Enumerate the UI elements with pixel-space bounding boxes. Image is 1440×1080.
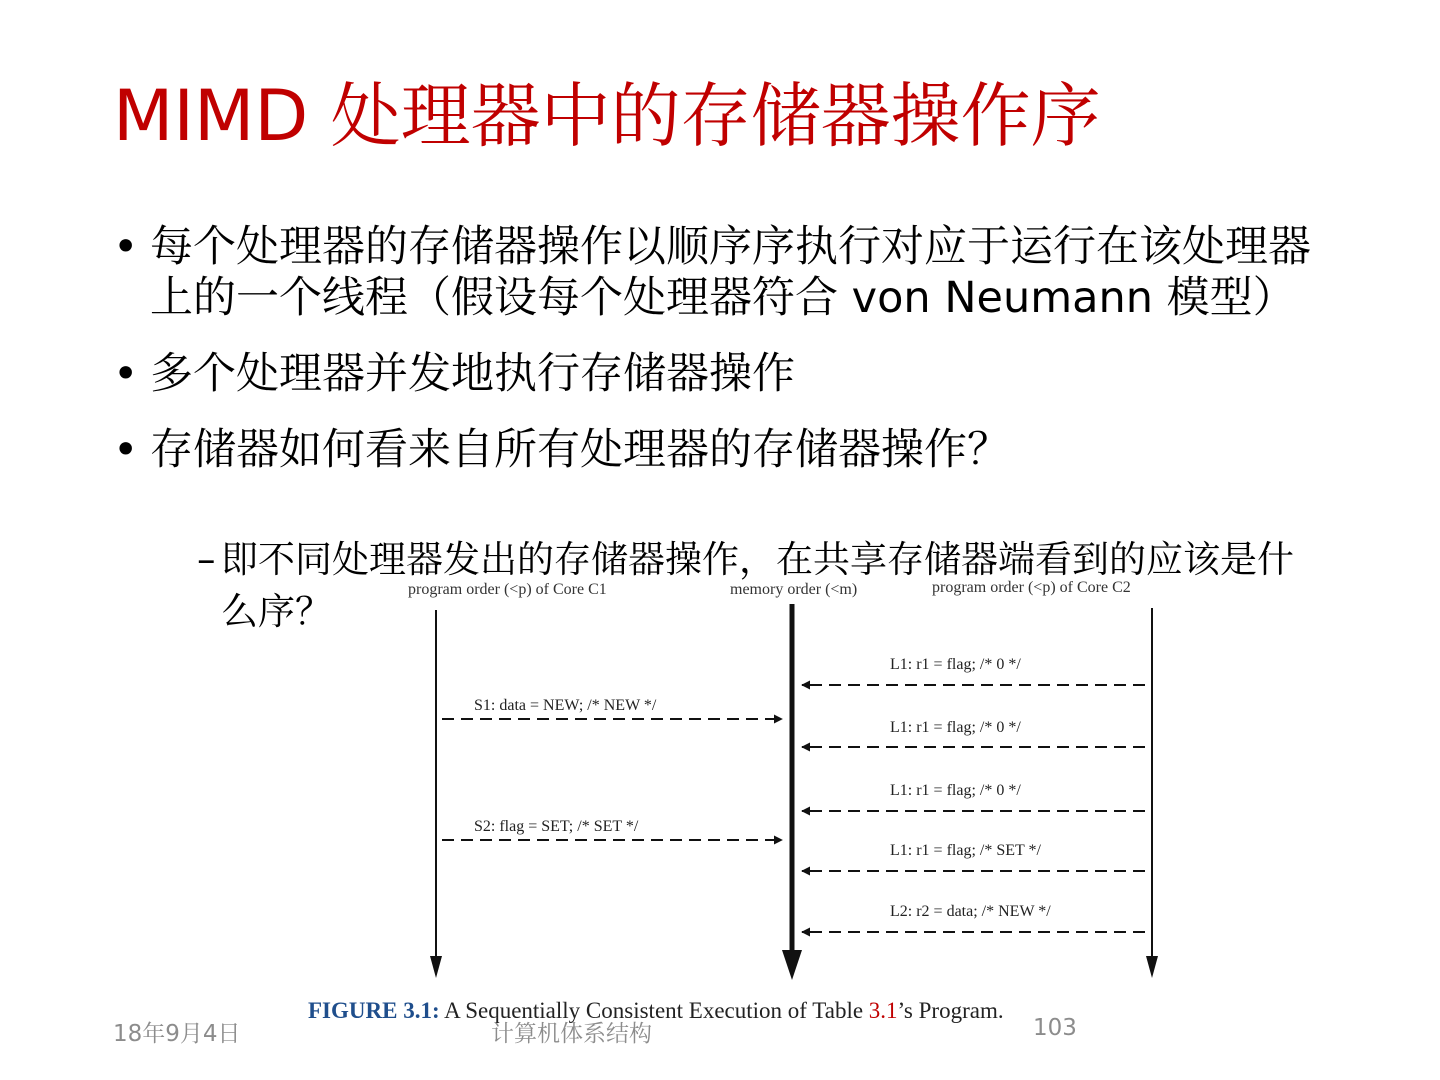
core2-op-label: L1: r1 = flag; /* 0 */ — [890, 719, 1021, 736]
core1-timeline-arrowhead — [430, 956, 442, 978]
core2-timeline-arrowhead — [1146, 956, 1158, 978]
core1-column-header: program order (<p) of Core C1 — [408, 581, 607, 598]
core2-op-label: L1: r1 = flag; /* 0 */ — [890, 656, 1021, 673]
core2-column-header: program order (<p) of Core C2 — [932, 579, 1131, 596]
bullet-text: 每个处理器的存储器操作以顺序序执行对应于运行在该处理器上的一个线程（假设每个处理器符合 von Neumann 模型） — [150, 222, 1311, 323]
core2-op-label: L1: r1 = flag; /* 0 */ — [890, 782, 1021, 799]
figure-label: FIGURE 3.1: — [308, 998, 440, 1023]
bullet-dot: • — [113, 425, 139, 475]
memory-timeline-arrowhead — [782, 950, 802, 980]
bullet-item — [113, 222, 1323, 324]
core2-op-label: L2: r2 = data; /* NEW */ — [890, 903, 1051, 920]
footer-date: 18年9月4日 — [113, 1021, 241, 1047]
bullet-item — [113, 349, 1323, 400]
bullet-text: 多个处理器并发地执行存储器操作 — [150, 349, 795, 399]
footer-page-number: 103 — [1033, 1015, 1077, 1041]
memory-column-header: memory order (<m) — [730, 581, 858, 598]
sub-bullet-text: 即不同处理器发出的存储器操作，在共享存储器端看到的应该是什么序？ — [221, 538, 1294, 633]
footer-course-name: 计算机体系结构 — [491, 1021, 652, 1047]
slide-title: MIMD 处理器中的存储器操作序 — [113, 75, 1101, 157]
execution-order-diagram — [400, 570, 1180, 990]
core2-op-label: L1: r1 = flag; /* SET */ — [890, 842, 1041, 859]
bullet-item — [113, 425, 1323, 476]
bullet-dot: • — [113, 349, 139, 399]
bullet-text: 存储器如何看来自所有处理器的存储器操作？ — [150, 425, 1010, 475]
core1-op-label: S2: flag = SET; /* SET */ — [474, 818, 639, 835]
bullet-dot: • — [113, 222, 139, 272]
core1-op-label: S1: data = NEW; /* NEW */ — [474, 697, 657, 714]
table-reference: 3.1 — [868, 998, 898, 1023]
caption-text-end: ’s Program. — [897, 998, 1004, 1023]
bullet-list — [113, 222, 1323, 501]
sub-bullet-dash: – — [197, 538, 216, 581]
figure-caption — [308, 998, 1004, 1024]
caption-text: A Sequentially Consistent Execution of Table — [439, 998, 869, 1023]
